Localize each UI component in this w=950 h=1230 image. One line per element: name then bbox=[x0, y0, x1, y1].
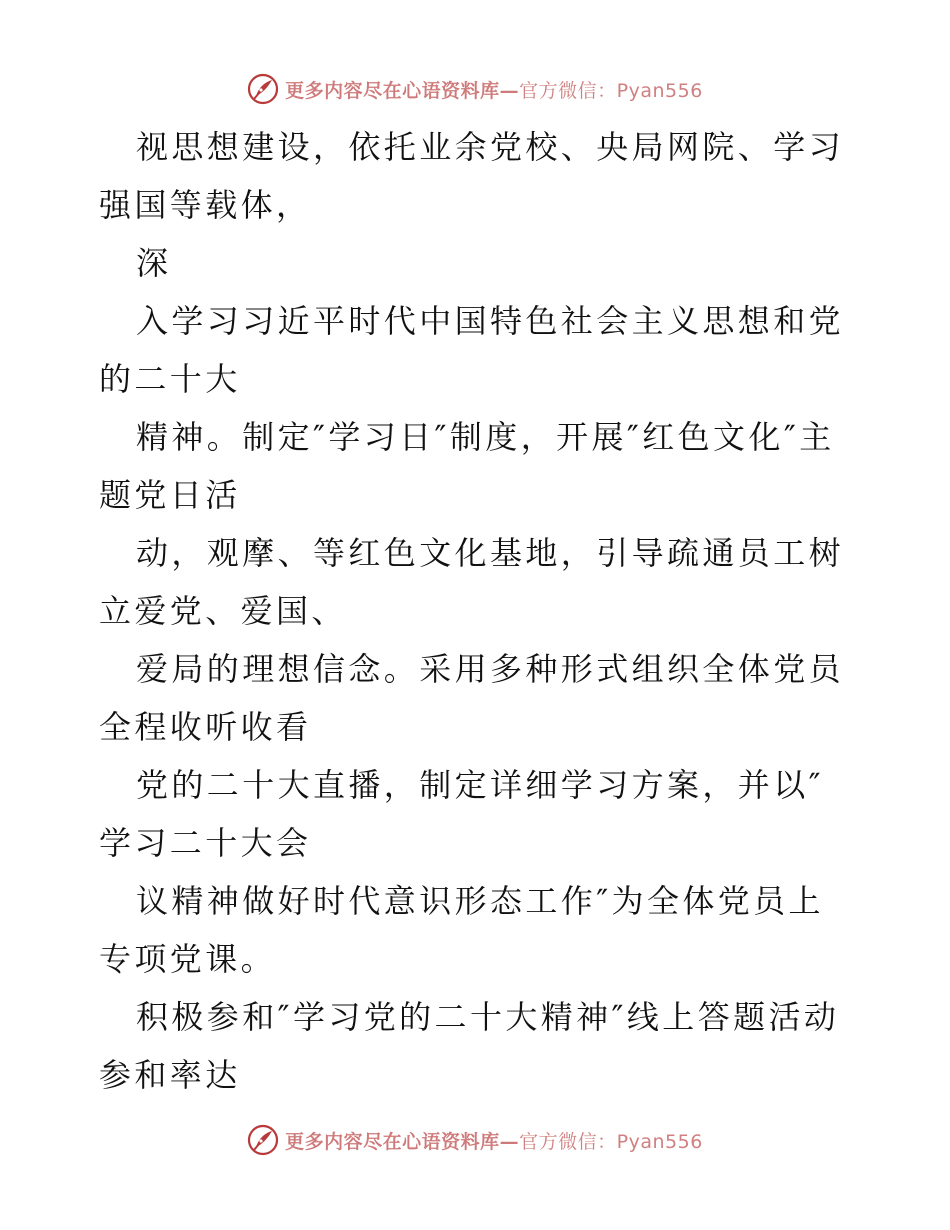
banner-wechat: 官方微信：Pyan556 bbox=[519, 79, 703, 102]
quill-pen-logo-icon bbox=[247, 1124, 279, 1156]
paragraph-6: 爱局的理想信念。采用多种形式组织全体党员全程收听收看 bbox=[99, 650, 845, 746]
paragraph-1: 视思想建设，依托业余党校、央局网院、学习强国等载体， bbox=[99, 128, 845, 224]
quill-pen-logo-icon bbox=[247, 73, 279, 105]
banner-text: 更多内容尽在心语资料库—官方微信：Pyan556 bbox=[285, 79, 703, 102]
paragraph-3: 入学习习近平时代中国特色社会主义思想和党的二十大 bbox=[99, 302, 845, 398]
paragraph-8: 议精神做好时代意识形态工作″为全体党员上专项党课。 bbox=[99, 882, 824, 978]
paragraph-7: 党的二十大直播，制定详细学习方案，并以″学习二十大会 bbox=[99, 766, 824, 862]
header-banner bbox=[0, 72, 950, 106]
footer-banner bbox=[0, 1123, 950, 1157]
paragraph-5: 动，观摩、等红色文化基地，引导疏通员工树立爱党、爱国、 bbox=[99, 534, 845, 630]
footer-banner-wechat: 官方微信：Pyan556 bbox=[519, 1130, 703, 1153]
footer-banner-text: 更多内容尽在心语资料库—官方微信：Pyan556 bbox=[285, 1130, 703, 1153]
document-body bbox=[99, 118, 859, 1104]
paragraph-4: 精神。制定″学习日″制度，开展″红色文化″主题党日活 bbox=[99, 418, 835, 514]
paragraph-2: 深 bbox=[136, 244, 172, 282]
paragraph-9: 积极参和″学习党的二十大精神″线上答题活动参和率达 bbox=[99, 998, 840, 1094]
